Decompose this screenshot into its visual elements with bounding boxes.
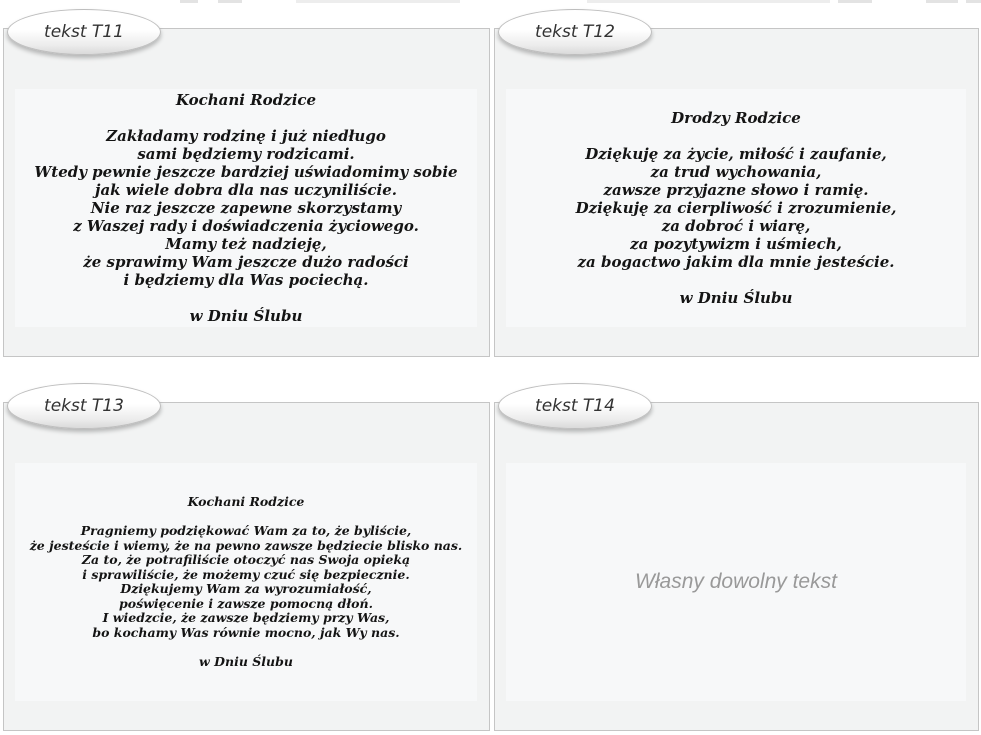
cutoff-fragment xyxy=(966,0,981,3)
poem-line: w Dniu Ślubu xyxy=(189,307,303,325)
text-option-badge[interactable] xyxy=(7,383,161,429)
poem-line: w Dniu Ślubu xyxy=(199,653,293,669)
badge-label: tekst T11 xyxy=(44,22,124,42)
poem-line: Dziękuję za cierpliwość i zrozumienie, xyxy=(575,199,897,217)
poem-line: z Waszej rady i doświadczenia życiowego. xyxy=(73,217,419,235)
poem-line: zawsze przyjazne słowo i ramię. xyxy=(603,181,869,199)
poem-line: Dziękuję za życie, miłość i zaufanie, xyxy=(585,145,887,163)
poem-line: i będziemy dla Was pociechą. xyxy=(123,271,369,289)
text-option-t11[interactable] xyxy=(3,22,490,357)
text-option-panel[interactable] xyxy=(3,28,490,357)
poem-text xyxy=(506,109,966,307)
cutoff-fragment xyxy=(587,0,830,3)
badge-label: tekst T12 xyxy=(535,22,615,42)
poem-line: Nie raz jeszcze zapewne skorzystamy xyxy=(90,199,402,217)
text-option-t14[interactable] xyxy=(494,396,979,731)
poem-line: że jesteście i wiemy, że na pewno zawsze będziecie blisko nas. xyxy=(29,537,463,553)
poem-line: jak wiele dobra dla nas uczyniliście. xyxy=(95,181,397,199)
poem-line: I wiedzcie, że zawsze będziemy przy Was, xyxy=(102,610,390,625)
poem-line: Kochani Rodzice xyxy=(187,494,305,509)
cutoff-fragment xyxy=(926,0,958,3)
poem-line: za dobroć i wiarę, xyxy=(661,217,811,235)
poem-line: za bogactwo jakim dla mnie jesteście. xyxy=(577,253,895,271)
cutoff-fragment xyxy=(838,0,872,3)
text-option-badge[interactable] xyxy=(498,383,652,429)
poem-line: że sprawimy Wam jeszcze dużo radości xyxy=(83,253,409,271)
text-preview-area xyxy=(15,463,477,701)
custom-text-placeholder: Własny dowolny tekst xyxy=(635,570,837,593)
cutoff-fragment xyxy=(296,0,460,3)
poem-line: za trud wychowania, xyxy=(650,163,822,181)
poem-line: Kochani Rodzice xyxy=(175,91,317,109)
poem-line: w Dniu Ślubu xyxy=(679,289,793,307)
cutoff-fragment xyxy=(218,0,242,3)
poem-line: Dziękujemy Wam za wyrozumiałość, xyxy=(120,581,372,596)
text-option-t13[interactable] xyxy=(3,396,490,731)
poem-line: Mamy też nadzieję, xyxy=(165,235,327,253)
poem-line: za pozytywizm i uśmiech, xyxy=(630,235,842,253)
text-option-badge[interactable] xyxy=(7,9,161,55)
cutoff-fragment xyxy=(180,0,198,3)
badge-label: tekst T14 xyxy=(535,396,615,416)
poem-line: Wtedy pewnie jeszcze bardziej uświadomimy sobie xyxy=(34,163,458,181)
poem-text xyxy=(15,495,477,669)
poem-line: Drodzy Rodzice xyxy=(671,109,801,127)
text-option-panel[interactable] xyxy=(3,402,490,731)
custom-text-area[interactable] xyxy=(506,463,966,701)
poem-text xyxy=(15,91,477,325)
text-preview-area xyxy=(15,89,477,327)
poem-line: bo kochamy Was równie mocno, jak Wy nas. xyxy=(92,624,400,640)
poem-line: sami będziemy rodzicami. xyxy=(137,145,355,163)
badge-label: tekst T13 xyxy=(44,396,124,416)
poem-line: i sprawiliście, że możemy czuć się bezpiecznie. xyxy=(82,566,410,582)
text-option-badge[interactable] xyxy=(498,9,652,55)
text-option-panel[interactable] xyxy=(494,402,979,731)
text-option-t12[interactable] xyxy=(494,22,979,357)
text-preview-area xyxy=(506,89,966,327)
text-option-panel[interactable] xyxy=(494,28,979,357)
poem-line: Zakładamy rodzinę i już niedługo xyxy=(106,127,386,145)
poem-line: Za to, że potrafiliście otoczyć nas Swoja opieką xyxy=(81,552,411,567)
poem-line: poświęcenie i zawsze pomocną dłoń. xyxy=(119,595,373,611)
poem-line: Pragniemy podziękować Wam za to, że byliście, xyxy=(80,523,412,538)
